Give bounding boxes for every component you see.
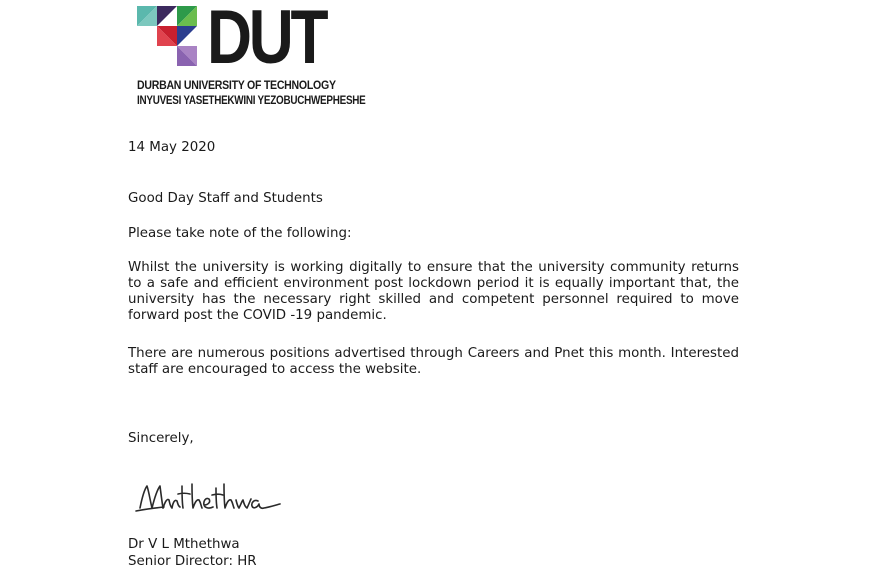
letter-date: 14 May 2020: [128, 140, 216, 155]
university-name-zulu: INYUVESI YASETHEKWINI YEZOBUCHWEPHESHE: [137, 95, 366, 107]
logo-text: DUT: [207, 0, 326, 80]
handwritten-signature: [134, 478, 282, 520]
signer-title: Senior Director: HR: [128, 554, 257, 569]
logo-triangle-purple: [157, 6, 177, 26]
paragraph-digital-work: Whilst the university is working digitally to ensure that the university community returns to a safe and efficient environment post lockdown period it is equally important that, the university has the necessary right skilled and competent personnel required to move forward post the COVID -19 pandemic.: [128, 260, 739, 323]
dut-logo-icon: [137, 6, 199, 68]
letterhead: [137, 0, 366, 111]
signer-name: Dr V L Mthethwa: [128, 537, 240, 552]
paragraph-positions: There are numerous positions advertised through Careers and Pnet this month. Interested staff are encouraged to access the website.: [128, 346, 739, 377]
note-line: Please take note of the following:: [128, 226, 352, 241]
closing: Sincerely,: [128, 431, 194, 446]
greeting: Good Day Staff and Students: [128, 191, 323, 206]
logo-triangle-blue: [177, 26, 197, 46]
university-name: DURBAN UNIVERSITY OF TECHNOLOGY: [137, 78, 336, 92]
